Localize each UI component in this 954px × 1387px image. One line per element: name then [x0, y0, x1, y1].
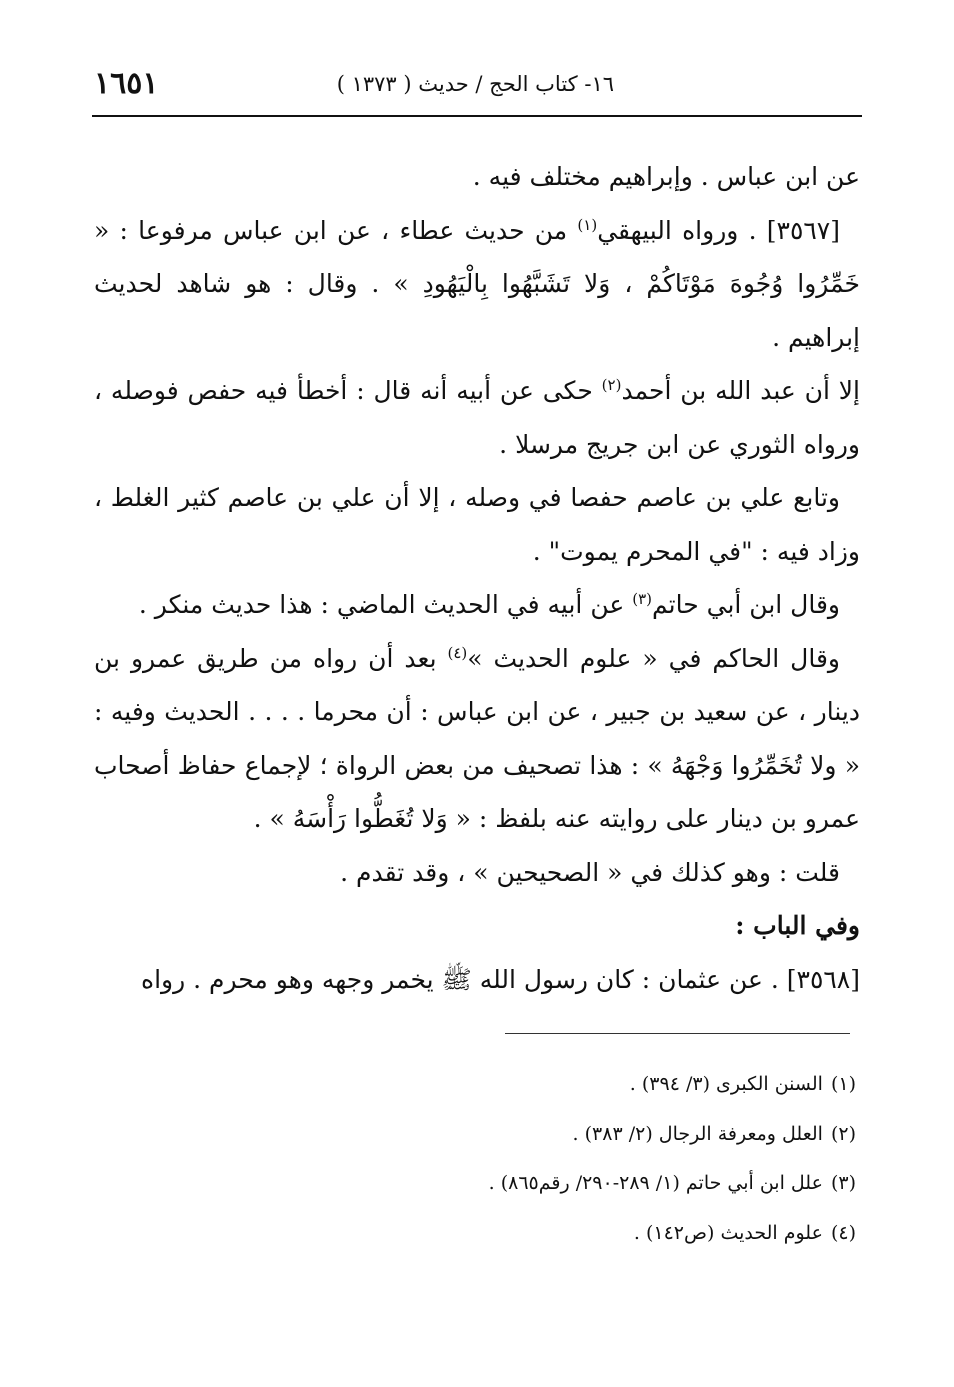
paragraph-text: [٣٥٦٧] . ورواه البيهقي: [597, 215, 840, 245]
paragraph-3567: [94, 204, 860, 365]
footnote-number: (٣): [830, 1172, 856, 1194]
running-head: ١٦- كتاب الحج / حديث ( ١٣٧٣ ): [336, 72, 614, 96]
footnote: [94, 1110, 856, 1160]
paragraph: قلت : وهو كذلك في « الصحيحين » ، وقد تقدم .: [340, 857, 840, 887]
footnote-text: العلل ومعرفة الرجال (٢/ ٣٨٣) .: [572, 1122, 823, 1145]
paragraph: عن ابن عباس . وإبراهيم مختلف فيه .: [472, 162, 860, 191]
footnote-number: (١): [830, 1073, 856, 1095]
paragraph-3568: [٣٥٦٨] . عن عثمان : كان رسول الله ﷺ يخمر وجهه وهو محرم . رواه: [140, 964, 860, 994]
footnote-number: (٢): [830, 1122, 856, 1145]
paragraph-text: من حديث عطاء ، عن ابن عباس مرفوعا : « خَمِّرُوا وُجُوهَ مَوْتَاكُمْ ، وَلا تَشَبَّهُوا بِالْيَهُودِ » . وقال : هو شاهد لحديث إبراهيم .: [94, 215, 860, 352]
footnote-ref: (١): [577, 215, 598, 234]
footnote-text: علوم الحديث (ص١٤٢) .: [633, 1221, 823, 1244]
paragraph-text: عن أبيه في الحديث الماضي : هذا حديث منكر .: [138, 590, 633, 619]
paragraph-text: بعد أن رواه من طريق عمرو بن دينار ، عن سعيد بن جبير ، عن ابن عباس : أن محرما . . . . الحديث وفيه : « ولا تُخَمِّرُوا وَجْهَهُ » : هذا تصحيف من بعض الرواة ؛ لإجماع حفاظ أصحاب عمرو بن دينار على روايته عنه بلفظ : « وَلا تُغَطُّوا رَأْسَهُ » .: [94, 643, 860, 833]
footnote-ref: (٤): [447, 643, 468, 662]
main-text: [94, 150, 860, 1006]
section-heading: وفي الباب :: [735, 911, 860, 940]
paragraph: [94, 578, 860, 632]
footnotes: [94, 1060, 856, 1258]
paragraph-text: إلا أن عبد الله بن أحمد: [621, 376, 860, 405]
footnote-number: (٤): [830, 1221, 856, 1244]
paragraph-text: حكى عن أبيه أنه قال : أخطأ فيه حفص فوصله ، ورواه الثوري عن ابن جريج مرسلا .: [94, 376, 860, 459]
footnote-ref: (٣): [632, 590, 652, 608]
footnote: [94, 1060, 856, 1110]
page-number: ١٦٥١: [94, 66, 159, 101]
header-rule: [92, 115, 862, 117]
footnote-ref: (٢): [601, 376, 622, 394]
footnote: [94, 1159, 856, 1209]
footnote-text: علل ابن أبي حاتم (١/ ٢٨٩-٢٩٠/ رقم٨٦٥) .: [488, 1172, 823, 1194]
paragraph: وتابع علي بن عاصم حفصا في وصله ، إلا أن علي بن عاصم كثير الغلط ، وزاد فيه : "في المحرم يموت" .: [94, 483, 860, 566]
paragraph: [94, 364, 860, 471]
footnote: [94, 1209, 856, 1259]
page-header: [92, 66, 862, 114]
footnote-text: السنن الكبرى (٣/ ٣٩٤) .: [629, 1073, 823, 1095]
paragraph: [94, 632, 860, 846]
footnote-rule: [505, 1033, 850, 1034]
paragraph-text: وقال الحاكم في « علوم الحديث »: [467, 643, 840, 673]
paragraph-text: وقال ابن أبي حاتم: [652, 590, 840, 619]
